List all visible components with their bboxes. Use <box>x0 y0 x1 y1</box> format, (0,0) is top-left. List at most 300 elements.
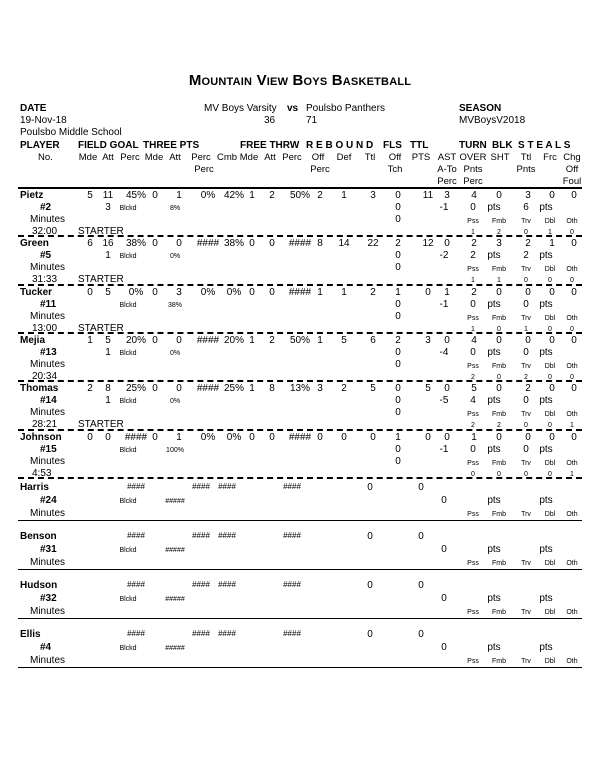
stat-ft-m: 1 <box>249 334 255 346</box>
blocked-label: Blckd <box>119 644 137 652</box>
turnover-type-trv: Trv <box>521 459 531 467</box>
turnover-type-dbl: Dbl <box>544 362 556 370</box>
turnover-type-trv: Trv <box>521 266 531 274</box>
stat-blk: 0 <box>496 190 502 201</box>
pts-label: pts <box>539 298 553 310</box>
stat-tp-p: 0% <box>200 190 216 201</box>
stat-tp-m: 0 <box>152 286 158 298</box>
stat-fg-p: #### <box>124 431 148 443</box>
row-divider <box>18 618 582 620</box>
pts-label: pts <box>487 543 501 555</box>
stat-placeholder: #### <box>127 530 145 540</box>
stat-placeholder: #### <box>192 530 210 540</box>
assist-to-turnover: -4 <box>439 346 449 358</box>
off-touch: 0 <box>395 202 401 213</box>
player-name: Hudson <box>20 579 58 591</box>
stat-blk: 3 <box>496 238 502 250</box>
player-name: Ellis <box>20 628 41 640</box>
assist-to-turnover: 0 <box>441 543 447 555</box>
turnover-type-pss: Pss <box>467 608 479 616</box>
starter-label: STARTER <box>78 419 124 431</box>
stat-placeholder: #### <box>283 628 301 638</box>
stat-tp-a: 0 <box>176 334 182 346</box>
minutes-label: Minutes <box>30 214 66 225</box>
stat-reb-ttl: 0 <box>367 530 373 542</box>
subheader-tp_p: Perc <box>191 152 211 163</box>
minutes-label: Minutes <box>30 605 66 617</box>
stat-blk: 0 <box>496 334 502 346</box>
stat-to: 1 <box>471 431 477 443</box>
stat-ft-m: 0 <box>249 431 255 443</box>
turnover-count-fmb: 2 <box>497 422 501 430</box>
subheader-row3: Pnts <box>516 164 536 175</box>
steal-points: 0 <box>523 346 529 358</box>
col-three-pts: THREE PTS <box>143 140 200 151</box>
turnover-count-trv: 2 <box>524 373 528 381</box>
stat-frc: 0 <box>549 431 555 443</box>
turnover-type-dbl: Dbl <box>544 218 556 225</box>
assist-to-turnover: -1 <box>439 202 449 213</box>
stat-ft-a: 2 <box>269 334 275 346</box>
stat-stl: 0 <box>525 286 531 298</box>
stat-pts: 0 <box>418 530 424 542</box>
minutes-label: Minutes <box>30 455 66 467</box>
turnover-points: 0 <box>470 346 476 358</box>
player-name: Benson <box>20 530 57 542</box>
row-divider <box>18 284 582 286</box>
stat-pts: 0 <box>418 481 424 493</box>
off-touch-total: 0 <box>395 310 401 322</box>
pts-label: pts <box>487 494 501 506</box>
pts-label: pts <box>487 250 501 262</box>
stat-chg: 0 <box>571 431 577 443</box>
stat-reb-ttl: 6 <box>370 334 376 346</box>
stat-pts: 12 <box>422 238 434 250</box>
stat-fg-p: 25% <box>125 383 147 395</box>
stat-fls: 1 <box>395 431 401 443</box>
stat-fg-m: 2 <box>87 383 93 395</box>
stat-to: 2 <box>471 286 477 298</box>
player-name: Tucker <box>20 286 53 298</box>
subheader-row3: Tch <box>387 164 403 175</box>
stat-reb-def: 1 <box>341 286 347 298</box>
turnover-type-fmb: Fmb <box>492 314 506 322</box>
turnover-type-dbl: Dbl <box>544 510 556 518</box>
pts-label: pts <box>539 592 553 604</box>
pts-label: pts <box>487 641 501 653</box>
stat-tp-p: 0% <box>200 431 216 443</box>
subheader-ft_m: Mde <box>239 152 259 163</box>
game-date: 19-Nov-18 <box>20 115 67 126</box>
stat-stl: 2 <box>525 238 531 250</box>
turnover-count-trv: 1 <box>524 325 528 333</box>
pts-label: pts <box>539 641 553 653</box>
stat-ast: 0 <box>444 431 450 443</box>
stat-tp-p: 0% <box>200 286 216 298</box>
col-player: PLAYER <box>20 140 60 151</box>
turnover-type-trv: Trv <box>521 314 531 322</box>
col-free-throw: FREE THRW <box>240 140 300 151</box>
turnover-type-fmb: Fmb <box>492 266 506 274</box>
turnover-type-oth: Oth <box>566 218 578 225</box>
turnover-type-dbl: Dbl <box>544 266 556 274</box>
stat-fg-a: 8 <box>105 383 111 395</box>
stat-placeholder: #### <box>127 481 145 491</box>
minutes-label: Minutes <box>30 556 66 568</box>
subheader-fg_p: Perc <box>120 152 140 163</box>
blocked-label: Blckd <box>119 398 137 406</box>
col-steals: S T E A L S <box>518 140 571 151</box>
player-name: Pietz <box>20 190 44 201</box>
vs-label: vs <box>287 103 299 114</box>
turnover-type-oth: Oth <box>566 459 578 467</box>
blocked-perc: 8% <box>169 205 181 212</box>
stat-placeholder: #### <box>192 628 210 638</box>
player-number: #13 <box>40 346 57 358</box>
minutes-played: 28:21 <box>32 419 58 431</box>
stat-fls: 2 <box>395 334 401 346</box>
assist-to-turnover: -1 <box>439 298 449 310</box>
turnover-count-fmb: 0 <box>497 470 501 478</box>
stat-tp-p: #### <box>196 334 220 346</box>
pts-label: pts <box>487 395 501 407</box>
pts-label: pts <box>487 298 501 310</box>
stat-fg-p: 20% <box>125 334 147 346</box>
stat-ast: 0 <box>444 334 450 346</box>
turnover-type-dbl: Dbl <box>544 411 556 419</box>
stat-fg-a: 5 <box>105 334 111 346</box>
pts-label: pts <box>539 395 553 407</box>
stat-ft-a: 0 <box>269 238 275 250</box>
blocked-label: Blckd <box>119 446 137 454</box>
row-divider <box>18 477 582 479</box>
stat-tp-m: 0 <box>152 431 158 443</box>
stat-reb-ttl: 0 <box>367 579 373 591</box>
blocked-perc: ##### <box>165 595 185 603</box>
stat-blk: 0 <box>496 431 502 443</box>
stat-to: 4 <box>471 334 477 346</box>
subheader-frc: Frc <box>543 152 557 163</box>
turnover-type-fmb: Fmb <box>492 218 506 225</box>
turnover-type-pss: Pss <box>467 218 479 225</box>
stat-reb-ttl: 3 <box>370 190 376 201</box>
stat-pts: 11 <box>422 190 434 201</box>
blocked-count: 1 <box>105 346 111 358</box>
stat-fls: 0 <box>395 383 401 395</box>
stat-stl: 3 <box>525 190 531 201</box>
blocked-count: 1 <box>105 395 111 407</box>
stat-placeholder: #### <box>192 579 210 589</box>
stat-blk: 0 <box>496 383 502 395</box>
stat-ft-p: #### <box>288 286 312 298</box>
turnover-type-pss: Pss <box>467 362 479 370</box>
blocked-perc: ##### <box>165 546 185 554</box>
pts-label: pts <box>539 202 553 213</box>
turnover-type-oth: Oth <box>566 657 578 665</box>
minutes-label: Minutes <box>30 262 66 274</box>
stat-chg: 0 <box>571 334 577 346</box>
stat-ft-m: 0 <box>249 238 255 250</box>
off-touch-total: 0 <box>395 262 401 274</box>
subheader-row3: Off <box>565 164 579 175</box>
stat-pts: 0 <box>418 579 424 591</box>
turnover-count-dbl: 0 <box>548 373 552 381</box>
stat-tp-a: 1 <box>176 431 182 443</box>
starter-label: STARTER <box>78 274 124 286</box>
off-touch-total: 0 <box>395 358 401 370</box>
player-name: Harris <box>20 481 49 493</box>
minutes-played: 32:00 <box>32 226 58 237</box>
turnover-count-pss: 1 <box>471 229 475 236</box>
stat-frc: 0 <box>549 286 555 298</box>
stat-frc: 0 <box>549 383 555 395</box>
stat-ft-a: 0 <box>269 431 275 443</box>
col-fouls: FLS <box>383 140 402 151</box>
turnover-points: 0 <box>470 443 476 455</box>
stat-reb-off: 3 <box>317 383 323 395</box>
stat-ft-m: 0 <box>249 286 255 298</box>
stat-cmb: 0% <box>226 431 242 443</box>
pts-label: pts <box>539 250 553 262</box>
turnover-count-fmb: 1 <box>497 277 501 285</box>
assist-to-turnover: 0 <box>441 641 447 653</box>
subheader-pts: PTS <box>411 152 431 163</box>
stat-stl: 2 <box>525 383 531 395</box>
col-rebound: R E B O U N D <box>306 140 374 151</box>
turnover-count-dbl: 1 <box>548 229 552 236</box>
stat-ft-a: 2 <box>269 190 275 201</box>
turnover-type-pss: Pss <box>467 266 479 274</box>
player-number: #14 <box>40 395 57 407</box>
stat-reb-ttl: 2 <box>370 286 376 298</box>
turnover-count-pss: 2 <box>471 373 475 381</box>
turnover-count-fmb: 2 <box>497 229 501 236</box>
turnover-type-trv: Trv <box>521 218 531 225</box>
turnover-count-oth: 0 <box>570 277 574 285</box>
turnover-type-oth: Oth <box>566 608 578 616</box>
stat-placeholder: #### <box>218 481 236 491</box>
minutes-played: 4:53 <box>32 467 52 479</box>
subheader-fg_m: Mde <box>78 152 98 163</box>
stat-fg-a: 0 <box>105 431 111 443</box>
stat-ft-p: 50% <box>289 190 311 201</box>
row-divider <box>18 667 582 669</box>
stat-pts: 0 <box>418 628 424 640</box>
stat-placeholder: #### <box>218 628 236 638</box>
stat-ast: 0 <box>444 383 450 395</box>
stat-fg-m: 5 <box>87 190 93 201</box>
col-turnover: TURN <box>459 140 487 151</box>
stat-pts: 0 <box>425 431 431 443</box>
subheader-fg_a: Att <box>102 152 114 163</box>
pts-label: pts <box>539 346 553 358</box>
turnover-count-dbl: 0 <box>548 277 552 285</box>
row-divider <box>18 569 582 571</box>
stat-ft-a: 8 <box>269 383 275 395</box>
turnover-type-trv: Trv <box>521 657 531 665</box>
subheader-row4: Perc <box>437 176 457 187</box>
stat-reb-off: 8 <box>317 238 323 250</box>
off-touch: 0 <box>395 250 401 262</box>
stat-fg-m: 0 <box>87 431 93 443</box>
player-number: #11 <box>40 298 57 310</box>
pts-label: pts <box>487 592 501 604</box>
stat-chg: 0 <box>571 238 577 250</box>
stat-reb-def: 2 <box>341 383 347 395</box>
subheader-reb_ttl: Ttl <box>364 152 376 163</box>
turnover-type-pss: Pss <box>467 314 479 322</box>
turnover-type-oth: Oth <box>566 362 578 370</box>
home-score: 36 <box>264 115 276 126</box>
turnover-type-dbl: Dbl <box>544 459 556 467</box>
pts-label: pts <box>487 443 501 455</box>
player-number: #31 <box>40 543 57 555</box>
stat-placeholder: #### <box>283 530 301 540</box>
away-team: Poulsbo Panthers <box>306 103 385 114</box>
minutes-label: Minutes <box>30 507 66 519</box>
stat-frc: 0 <box>549 190 555 201</box>
pts-label: pts <box>539 543 553 555</box>
stat-frc: 1 <box>549 238 555 250</box>
stat-tp-a: 3 <box>176 286 182 298</box>
starter-label: STARTER <box>78 226 124 237</box>
stat-tp-a: 0 <box>176 383 182 395</box>
stat-fg-a: 16 <box>102 238 114 250</box>
turnover-count-trv: 0 <box>524 277 528 285</box>
blocked-label: Blckd <box>119 205 137 212</box>
stat-tp-m: 0 <box>152 383 158 395</box>
blocked-perc: 38% <box>167 301 183 309</box>
subheader-row3: A-To <box>437 164 457 175</box>
turnover-count-trv: 0 <box>524 470 528 478</box>
blocked-perc: 0% <box>169 349 181 357</box>
stat-reb-def: 1 <box>341 190 347 201</box>
minutes-label: Minutes <box>30 407 66 419</box>
turnover-type-pss: Pss <box>467 657 479 665</box>
turnover-type-fmb: Fmb <box>492 510 506 518</box>
stat-pts: 3 <box>425 334 431 346</box>
assist-to-turnover: 0 <box>441 592 447 604</box>
turnover-count-oth: 1 <box>570 470 574 478</box>
stat-frc: 0 <box>549 334 555 346</box>
player-number: #24 <box>40 494 57 506</box>
turnover-count-oth: 0 <box>570 373 574 381</box>
stat-cmb: 38% <box>223 238 245 250</box>
stat-ft-m: 1 <box>249 190 255 201</box>
turnover-type-fmb: Fmb <box>492 608 506 616</box>
player-number: #2 <box>40 202 52 213</box>
turnover-count-oth: 0 <box>570 325 574 333</box>
stat-chg: 0 <box>571 383 577 395</box>
subheader-fls: Off <box>388 152 402 163</box>
stat-reb-off: 1 <box>317 286 323 298</box>
subheader-row3: Perc <box>310 164 330 175</box>
turnover-type-dbl: Dbl <box>544 314 556 322</box>
subheader-ft_a: Att <box>264 152 276 163</box>
stat-reb-ttl: 22 <box>367 238 379 250</box>
pts-label: pts <box>539 494 553 506</box>
home-team: MV Boys Varsity <box>204 103 277 114</box>
col-block: BLK <box>492 140 513 151</box>
turnover-count-pss: 1 <box>471 325 475 333</box>
blocked-label: Blckd <box>119 497 137 505</box>
player-number: #5 <box>40 250 52 262</box>
stat-fg-a: 5 <box>105 286 111 298</box>
turnover-type-oth: Oth <box>566 314 578 322</box>
subheader-row3: Perc <box>194 164 214 175</box>
stat-ft-a: 0 <box>269 286 275 298</box>
stat-pts: 0 <box>425 286 431 298</box>
stat-cmb: 0% <box>226 286 242 298</box>
turnover-type-fmb: Fmb <box>492 459 506 467</box>
player-name: Mejia <box>20 334 46 346</box>
turnover-count-dbl: 0 <box>548 470 552 478</box>
turnover-points: 4 <box>470 395 476 407</box>
col-field-goal: FIELD GOAL <box>78 140 139 151</box>
subheader-chg: Chg <box>563 152 581 163</box>
assist-to-turnover: 0 <box>441 494 447 506</box>
stat-ast: 1 <box>444 286 450 298</box>
player-name: Thomas <box>20 383 59 395</box>
stat-reb-off: 0 <box>317 431 323 443</box>
away-score: 71 <box>306 115 318 126</box>
stat-tp-p: #### <box>196 238 220 250</box>
blocked-perc: ##### <box>165 644 185 652</box>
turnover-type-fmb: Fmb <box>492 362 506 370</box>
stat-ft-p: 13% <box>289 383 311 395</box>
row-divider <box>18 520 582 522</box>
subheader-ft_p: Perc <box>282 152 302 163</box>
turnover-type-trv: Trv <box>521 411 531 419</box>
off-touch-total: 0 <box>395 214 401 225</box>
stat-reb-def: 5 <box>341 334 347 346</box>
stat-fg-m: 0 <box>87 286 93 298</box>
player-number: #15 <box>40 443 57 455</box>
minutes-played: 20:34 <box>32 370 58 382</box>
season-value: MVBoysV2018 <box>459 115 526 126</box>
pts-label: pts <box>539 443 553 455</box>
stat-fls: 2 <box>395 238 401 250</box>
subheader-to: OVER <box>459 152 487 163</box>
row-divider <box>18 380 582 382</box>
turnover-type-dbl: Dbl <box>544 608 556 616</box>
steal-points: 0 <box>523 395 529 407</box>
off-touch: 0 <box>395 346 401 358</box>
turnover-points: 0 <box>470 298 476 310</box>
player-number: #4 <box>40 641 52 653</box>
stat-placeholder: #### <box>283 481 301 491</box>
turnover-points: 0 <box>470 202 476 213</box>
stat-cmb: 25% <box>223 383 245 395</box>
blocked-perc: 0% <box>169 253 181 261</box>
turnover-type-fmb: Fmb <box>492 411 506 419</box>
stat-cmb: 42% <box>223 190 245 201</box>
blocked-count: 1 <box>105 250 111 262</box>
stat-placeholder: #### <box>127 628 145 638</box>
off-touch: 0 <box>395 298 401 310</box>
turnover-type-trv: Trv <box>521 608 531 616</box>
turnover-count-trv: 0 <box>524 229 528 236</box>
stat-fls: 1 <box>395 286 401 298</box>
stat-fg-a: 11 <box>102 190 114 201</box>
pts-label: pts <box>487 202 501 213</box>
turnover-type-oth: Oth <box>566 266 578 274</box>
player-name: Johnson <box>20 431 62 443</box>
page-title: Mountain View Boys Basketball <box>188 72 412 89</box>
stat-ft-p: #### <box>288 238 312 250</box>
pts-label: pts <box>487 346 501 358</box>
turnover-count-fmb: 0 <box>497 325 501 333</box>
